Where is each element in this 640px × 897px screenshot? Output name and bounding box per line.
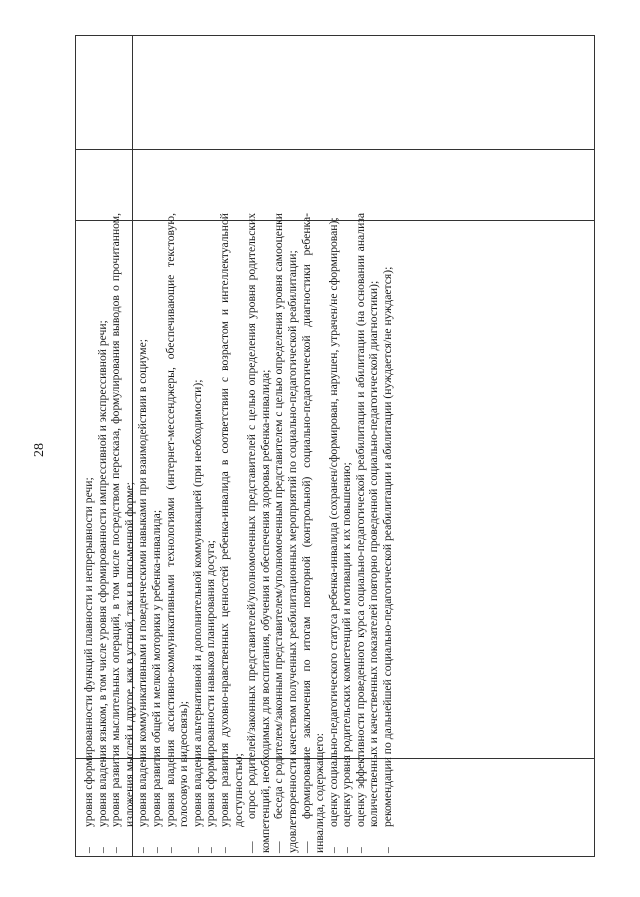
list-item: – уровня развития духовно-нравственных ценностей ребенка-инвалида в соответствии с возрастом и интеллектуальной доступностью; — [217, 213, 245, 853]
list-item: – оценку уровня родительских компетенций и мотивации к их повышению; — [340, 462, 354, 853]
list-item: – уровня сформированности функций плавности и непрерывности речи; — [82, 477, 95, 853]
table-column-divider — [594, 36, 595, 856]
list-item: – рекомендации по дальнейшей социально-педагогической реабилитации и абилитации (нуждается/не нуждается); — [381, 266, 395, 853]
table-cell-content — [82, 213, 592, 853]
list-item: – уровня владения коммуникативными и поведенческими навыками при взаимодействии в социуме; — [136, 339, 150, 853]
list-item: – уровня владения ассистивно-коммуникативными технологиями (интернет-мессенджеры, обеспечивающие текстовую, голосовую и видеосвязь); — [163, 213, 191, 853]
list-item: – уровня развития мыслительных операций, в том числе посредством пересказа, формулирования выводов о прочитанном, изложения мыслей и другое, как в устной, так и в письменной форме; — [109, 213, 136, 853]
table-row-divider — [76, 149, 594, 150]
list-item: – уровня сформированности навыков планирования досуга; — [204, 540, 218, 853]
paragraph: —беседа с родителем/законным представителем/уполномоченным представителем с целью определения уровня самооценки удовлетворенности качеством полученных реабилитационных мероприятий по социально-педагогической реабилитации; — [272, 213, 299, 853]
list-item: – оценку социально-педагогического статуса ребенка-инвалида (сохранен/сформирован, нарушен, утрачен/не сформирован); — [326, 217, 340, 853]
list-item: – оценку эффективности проведенного курса социально-педагогической реабилитации и абилитации (на основании анализа количественных и качественных показателей повторно проведенной социально-педагогической диагностики); — [353, 213, 381, 853]
page-number: 28 — [32, 443, 47, 457]
paragraph: —формирование заключения по итогам повторной (контрольной) социально-педагогической диагностики ребенка-инвалида, содержащего: — [299, 213, 327, 853]
paragraph: —опрос родителей/законных представителей/уполномоченных представителей с целью определения уровня родительских компетенций, необходимых для воспитания, обучения и обеспечения здоровья ребенка-инвалида; — [245, 213, 272, 853]
list-item: – уровня владения альтернативной и дополнительной коммуникацией (при необходимости); — [190, 379, 204, 853]
list-item: – уровня развития общей и мелкой моторики у ребенка-инвалида; — [149, 509, 163, 853]
list-item: – уровня владения языком, в том числе уровня сформированности импрессивной и экспрессивной речи; — [95, 320, 109, 853]
